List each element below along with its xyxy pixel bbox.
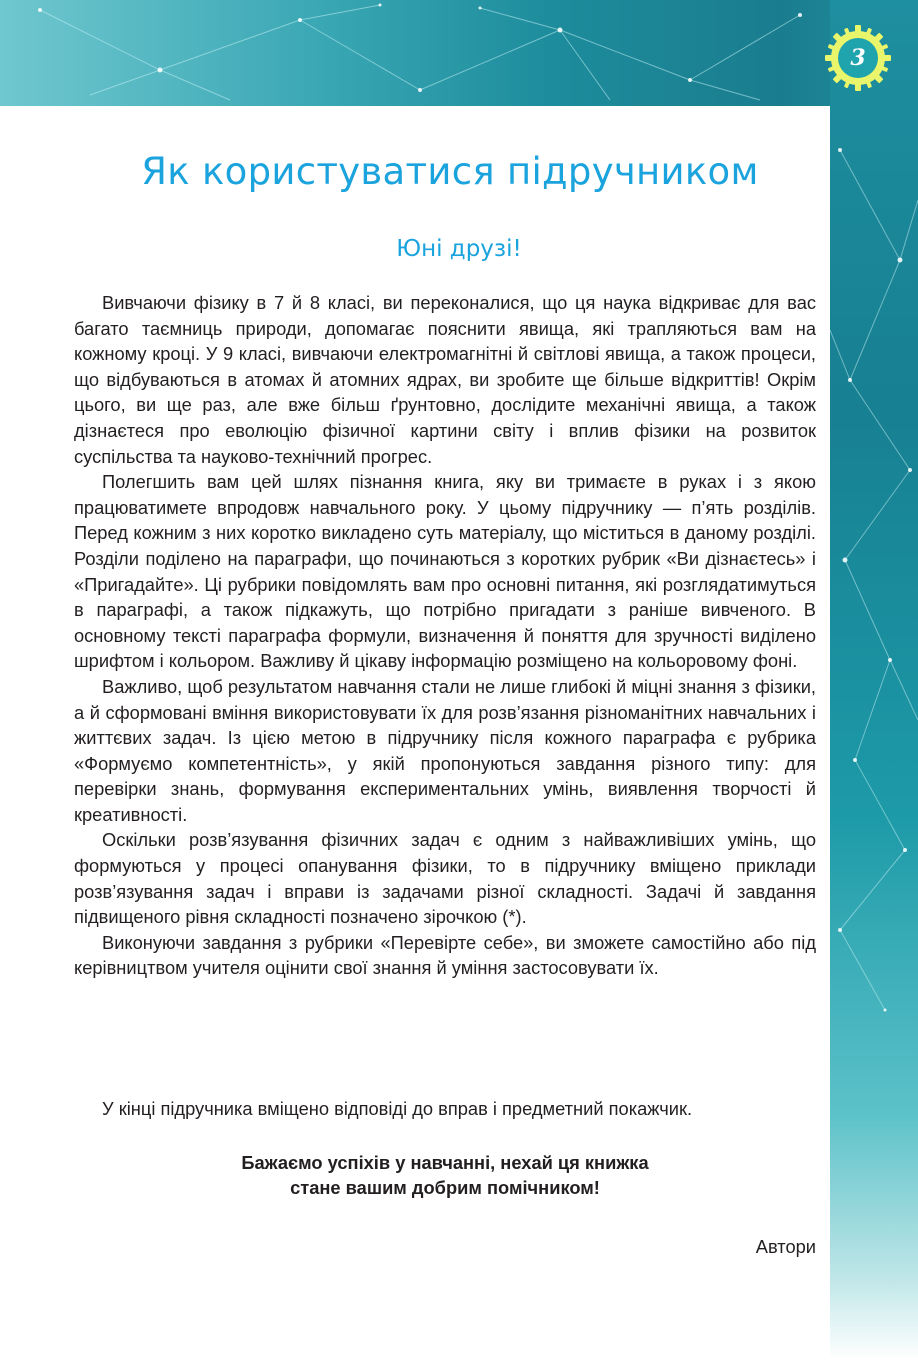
page-number: 3 [850,45,866,71]
network-pattern-icon [830,0,918,1360]
closing-note: У кінці підручника вміщено відповіді до вправ і предметний покажчик. [102,1098,693,1119]
paragraph: Полегшить вам цей шлях пізнання книга, яку ви тримаєте в руках і з якою працюватимете впродовж навчального року. У цьому підручнику — п’ять розділів. Перед кожним з них коротко викладено суть матеріалу, що міститься в даному розділі. Розділи поділено на параграфи, що починаються з коротких рубрик «Ви дізнаєтесь» і «Пригадайте». Ці рубрики повідомлять вам про основні питання, які розглядатимуться в параграфі, а також підкажуть, що потрібно пригадати з раніше вивченого. В основному тексті параграфа формули, визначення й поняття для зручності виділено шрифтом і кольором. Важливу й цікаву інформацію розміщено на кольоровому фоні. [74,471,816,672]
wish-line: Бажаємо успіхів у навчанні, нехай ця книжка [241,1152,649,1173]
signature: Автори [755,1236,816,1257]
paragraph: Вивчаючи фізику в 7 й 8 класі, ви переконалися, що ця наука відкриває для вас багато таємниць природи, допомагає пояснити явища, які трапляються вам на кожному кроці. У 9 класі, вивчаючи електромагнітні й світлові явища, а також процеси, що відбуваються в атомах й атомних ядрах, ви зробите ще більше відкриттів! Окрім цього, ви ще раз, але вже більш ґрунтовно, дослідите механічні явища, а також дізнаєтеся про еволюцію фізичної картини світу і вплив фізики на розвиток суспільства та науково-технічний прогрес. [74,292,816,467]
network-pattern-icon [0,0,918,106]
wish-block [74,1150,816,1200]
wish-line: стане вашим добрим помічником! [290,1177,600,1198]
side-decorative-band [830,0,918,1360]
paragraph: Оскільки розв’язування фізичних задач є одним з найважливіших умінь, що формуються у процесі опанування фізики, то в підручнику вміщено приклади розв’язування задач і вправи із задачами різної складності. Задачі й завдання підвищеного рівня складності позначено зірочкою (*). [74,829,816,928]
page-number-badge [824,24,892,92]
header-decorative-band [0,0,918,106]
paragraph: Виконуючи завдання з рубрики «Перевірте себе», ви зможете самостійно або під керівництвом учителя оцінити свої знання й уміння застосовувати їх. [74,931,816,979]
intro-text [74,290,816,981]
paragraph: Важливо, щоб результатом навчання стали не лише глибокі й міцні знання з фізики, а й сформовані вміння використовувати їх для розв’язання різноманітних навчальних і життєвих задач. Із цією метою в підручнику після кожного параграфа є рубрика «Формуємо компетентність», у якій пропонуються завдання різного типу: для перевірки знань, формування експериментальних умінь, виявлення творчості й креативності. [74,675,816,825]
greeting-heading: Юні друзі! [396,236,522,262]
page-title: Як користуватися підручником [141,150,759,193]
